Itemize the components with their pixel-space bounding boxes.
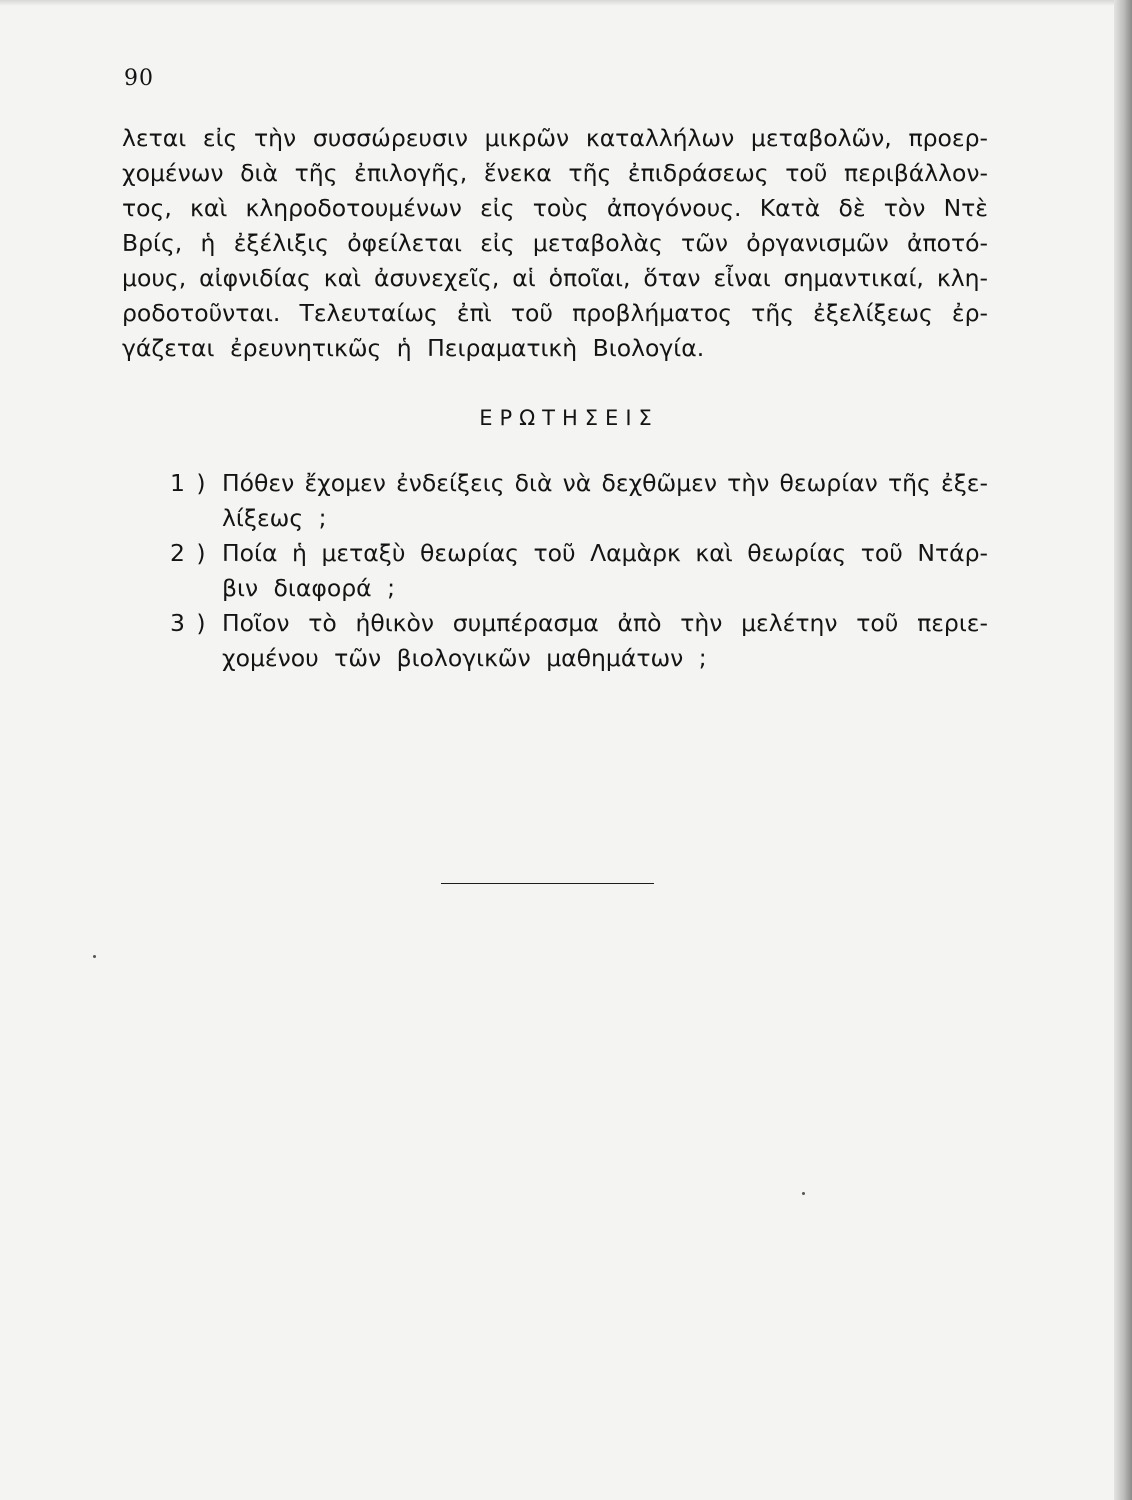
question-line: βιν διαφορά ; bbox=[222, 574, 396, 602]
question-text bbox=[222, 606, 988, 676]
question-number: 2 ) bbox=[170, 539, 206, 567]
question-text bbox=[222, 536, 988, 606]
question-number: 1 ) bbox=[170, 469, 206, 497]
print-speck bbox=[93, 955, 96, 958]
question-item bbox=[170, 536, 990, 606]
question-line: Πόθεν ἔχομεν ἐνδείξεις διὰ νὰ δεχθῶμεν τὴν θεωρίαν τῆς ἐξε- bbox=[222, 469, 988, 497]
body-line: ροδοτοῦνται. Τελευταίως ἐπὶ τοῦ προβλήματος τῆς ἐξελίξεως ἐρ- bbox=[122, 299, 988, 327]
question-line: λίξεως ; bbox=[222, 504, 327, 532]
page-binding-edge bbox=[1114, 0, 1132, 1500]
question-text bbox=[222, 466, 988, 536]
question-line: Ποῖον τὸ ἠθικὸν συμπέρασμα ἀπὸ τὴν μελέτην τοῦ περιε- bbox=[222, 609, 988, 637]
question-item bbox=[170, 466, 990, 536]
body-line: μους, αἰφνιδίας καὶ ἀσυνεχεῖς, αἱ ὁποῖαι, ὅταν εἶναι σημαντικαί, κλη- bbox=[122, 264, 988, 292]
question-line: Ποία ἡ μεταξὺ θεωρίας τοῦ Λαμὰρκ καὶ θεωρίας τοῦ Ντάρ- bbox=[222, 539, 988, 567]
body-line: χομένων διὰ τῆς ἐπιλογῆς, ἕνεκα τῆς ἐπιδράσεως τοῦ περιβάλλον- bbox=[122, 159, 988, 187]
questions-list bbox=[170, 466, 990, 676]
body-paragraph bbox=[122, 121, 988, 366]
body-line: γάζεται ἐρευνητικῶς ἡ Πειραματικὴ Βιολογία. bbox=[122, 334, 705, 362]
print-speck bbox=[802, 1192, 805, 1195]
body-line: λεται εἰς τὴν συσσώρευσιν μικρῶν καταλλήλων μεταβολῶν, προερ- bbox=[122, 124, 988, 152]
page-top-edge bbox=[0, 0, 1132, 6]
page-number: 90 bbox=[124, 66, 154, 91]
question-line: χομένου τῶν βιολογικῶν μαθημάτων ; bbox=[222, 644, 707, 672]
questions-heading: ΕΡΩΤΗΣΕΙΣ bbox=[479, 406, 659, 430]
section-divider-rule bbox=[441, 883, 654, 884]
body-line: τος, καὶ κληροδοτουμένων εἰς τοὺς ἀπογόνους. Κατὰ δὲ τὸν Ντὲ bbox=[122, 194, 988, 222]
body-line: Βρίς, ἡ ἐξέλιξις ὀφείλεται εἰς μεταβολὰς τῶν ὀργανισμῶν ἀποτό- bbox=[122, 229, 988, 257]
question-number: 3 ) bbox=[170, 609, 206, 637]
question-item bbox=[170, 606, 990, 676]
